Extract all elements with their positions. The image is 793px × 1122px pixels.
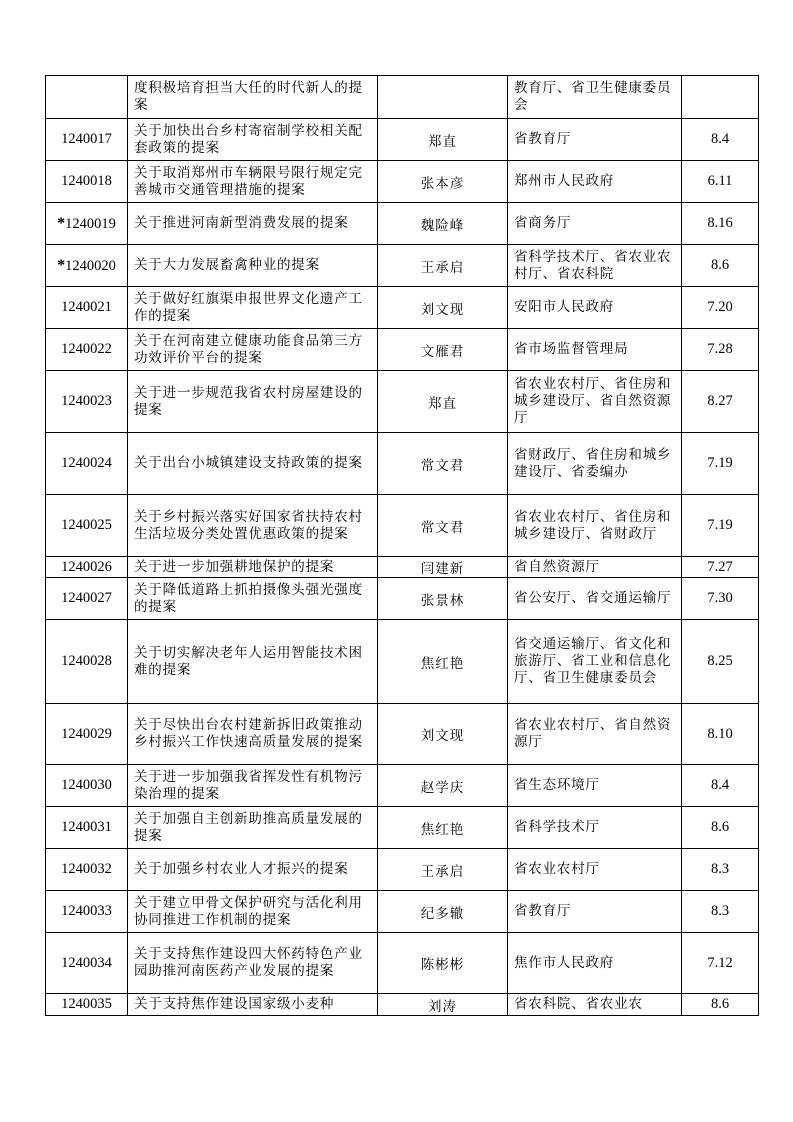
proposal-number-cell: [46, 287, 128, 329]
reply-date: 8.6: [682, 245, 759, 287]
reply-date: 7.30: [682, 578, 759, 620]
proposal-number: 1240025: [61, 517, 112, 533]
table-row: [46, 891, 759, 933]
reply-date: 8.10: [682, 704, 759, 765]
proposal-number: 1240017: [61, 131, 112, 147]
proposal-number-cell: [46, 620, 128, 704]
proposal-title: 关于加强乡村农业人才振兴的提案: [128, 849, 378, 891]
proposal-title: 关于加快出台乡村寄宿制学校相关配套政策的提案: [128, 119, 378, 161]
table-row: [46, 76, 759, 119]
handling-department: 省商务厅: [508, 203, 682, 245]
proposal-number-cell: [46, 76, 128, 119]
proposal-title: 关于大力发展畜禽种业的提案: [128, 245, 378, 287]
handling-department: 省教育厅: [508, 119, 682, 161]
proposal-number: 1240027: [61, 590, 112, 606]
proposal-number-cell: [46, 994, 128, 1016]
proposal-number-cell: [46, 495, 128, 557]
handling-department: 省市场监督管理局: [508, 329, 682, 371]
proposer-name: 魏险峰: [378, 203, 508, 245]
proposal-number: 1240029: [61, 725, 112, 742]
handling-department: 省农业农村厅: [508, 849, 682, 891]
table-row: [46, 495, 759, 557]
proposal-title: 关于进一步加强耕地保护的提案: [128, 557, 378, 578]
reply-date: 8.25: [682, 620, 759, 704]
handling-department: 省公安厅、省交通运输厅: [508, 578, 682, 620]
proposer-name: 郑直: [378, 119, 508, 161]
table-row: [46, 994, 759, 1016]
proposer-name: 刘文现: [378, 287, 508, 329]
proposal-table: [45, 75, 759, 1016]
table-row: [46, 704, 759, 765]
table-row: [46, 807, 759, 849]
proposal-title: 关于支持焦作建设国家级小麦种: [128, 994, 378, 1016]
proposal-number-cell: [46, 245, 128, 287]
proposal-title: 关于在河南建立健康功能食品第三方功效评价平台的提案: [128, 329, 378, 371]
proposal-number-cell: [46, 371, 128, 433]
proposal-number: 1240021: [61, 299, 112, 315]
proposal-number: 1240035: [61, 996, 112, 1012]
table-row: [46, 849, 759, 891]
proposal-number: 1240030: [61, 777, 112, 793]
table-row: [46, 287, 759, 329]
proposal-number: 1240031: [61, 819, 112, 835]
proposal-number-cell: [46, 329, 128, 371]
proposer-name: 王承启: [378, 849, 508, 891]
handling-department: 省农业农村厅、省住房和城乡建设厅、省自然资源厅: [508, 371, 682, 433]
proposal-title: 关于取消郑州市车辆限号限行规定完善城市交通管理措施的提案: [128, 161, 378, 203]
proposal-number-cell: [46, 557, 128, 578]
reply-date: 7.28: [682, 329, 759, 371]
handling-department: 省农业农村厅、省住房和城乡建设厅、省财政厅: [508, 495, 682, 557]
handling-department: 省科学技术厅、省农业农村厅、省农科院: [508, 245, 682, 287]
reply-date: 8.16: [682, 203, 759, 245]
proposal-title: 度积极培育担当大任的时代新人的提案: [128, 76, 378, 119]
reply-date: 7.19: [682, 433, 759, 495]
table-row: [46, 119, 759, 161]
proposal-title: 关于尽快出台农村建新拆旧政策推动乡村振兴工作快速高质量发展的提案: [128, 704, 378, 765]
proposal-number-cell: [46, 119, 128, 161]
proposal-number-cell: [46, 807, 128, 849]
proposal-title: 关于推进河南新型消费发展的提案: [128, 203, 378, 245]
proposal-number-cell: [46, 578, 128, 620]
proposal-number: 1240034: [61, 954, 112, 971]
proposer-name: 文雁君: [378, 329, 508, 371]
proposal-title: 关于做好红旗渠申报世界文化遗产工作的提案: [128, 287, 378, 329]
proposer-name: 纪多辙: [378, 891, 508, 933]
proposer-name: 焦红艳: [378, 620, 508, 704]
proposal-number: 1240032: [61, 861, 112, 877]
handling-department: 省财政厅、省住房和城乡建设厅、省委编办: [508, 433, 682, 495]
proposal-number: 1240020: [65, 257, 116, 274]
table-row: [46, 329, 759, 371]
proposal-number: 1240018: [61, 173, 112, 189]
table-row: [46, 371, 759, 433]
proposal-number: 1240019: [65, 215, 116, 232]
handling-department: 省自然资源厅: [508, 557, 682, 578]
proposal-number-cell: [46, 433, 128, 495]
proposer-name: 郑直: [378, 371, 508, 433]
table-row: [46, 578, 759, 620]
proposal-number-cell: [46, 849, 128, 891]
table-row: [46, 245, 759, 287]
handling-department: 焦作市人民政府: [508, 933, 682, 994]
proposal-title: 关于乡村振兴落实好国家省扶持农村生活垃圾分类处置优惠政策的提案: [128, 495, 378, 557]
proposer-name: [378, 76, 508, 119]
reply-date: 6.11: [682, 161, 759, 203]
table-row: [46, 203, 759, 245]
key-proposal-marker: *: [57, 214, 66, 232]
handling-department: 省农业农村厅、省自然资源厅: [508, 704, 682, 765]
proposal-number-cell: [46, 933, 128, 994]
reply-date: 8.4: [682, 765, 759, 807]
table-row: [46, 161, 759, 203]
proposer-name: 赵学庆: [378, 765, 508, 807]
proposer-name: 陈彬彬: [378, 933, 508, 994]
proposal-title: 关于降低道路上抓拍摄像头强光强度的提案: [128, 578, 378, 620]
proposer-name: 刘文现: [378, 704, 508, 765]
table-row: [46, 765, 759, 807]
proposal-number: 1240028: [61, 653, 112, 669]
handling-department: 教育厅、省卫生健康委员会: [508, 76, 682, 119]
proposer-name: 张景林: [378, 578, 508, 620]
proposer-name: 王承启: [378, 245, 508, 287]
handling-department: 省交通运输厅、省文化和旅游厅、省工业和信息化厅、省卫生健康委员会: [508, 620, 682, 704]
reply-date: 8.6: [682, 807, 759, 849]
proposer-name: 张本彦: [378, 161, 508, 203]
proposal-title: 关于进一步规范我省农村房屋建设的提案: [128, 371, 378, 433]
reply-date: [682, 76, 759, 119]
proposal-number: 1240024: [61, 455, 112, 471]
handling-department: 郑州市人民政府: [508, 161, 682, 203]
proposer-name: 刘涛: [378, 994, 508, 1016]
table-row: [46, 433, 759, 495]
reply-date: 8.3: [682, 849, 759, 891]
proposal-number-cell: [46, 203, 128, 245]
proposer-name: 常文君: [378, 433, 508, 495]
proposer-name: 闫建新: [378, 557, 508, 578]
table-row: [46, 557, 759, 578]
proposal-title: 关于建立甲骨文保护研究与活化利用协同推进工作机制的提案: [128, 891, 378, 933]
key-proposal-marker: *: [57, 256, 66, 274]
handling-department: 省教育厅: [508, 891, 682, 933]
handling-department: 安阳市人民政府: [508, 287, 682, 329]
table-row: [46, 933, 759, 994]
proposer-name: 常文君: [378, 495, 508, 557]
proposal-title: 关于切实解决老年人运用智能技术困难的提案: [128, 620, 378, 704]
reply-date: 8.4: [682, 119, 759, 161]
reply-date: 7.12: [682, 933, 759, 994]
proposal-number-cell: [46, 704, 128, 765]
reply-date: 7.27: [682, 557, 759, 578]
proposal-number-cell: [46, 161, 128, 203]
handling-department: 省生态环境厅: [508, 765, 682, 807]
handling-department: 省农科院、省农业农: [508, 994, 682, 1016]
proposal-number: 1240033: [61, 903, 112, 919]
proposal-title: 关于加强自主创新助推高质量发展的提案: [128, 807, 378, 849]
proposal-number-cell: [46, 765, 128, 807]
proposal-title: 关于进一步加强我省挥发性有机物污染治理的提案: [128, 765, 378, 807]
proposal-title: 关于出台小城镇建设支持政策的提案: [128, 433, 378, 495]
proposal-number: 1240022: [61, 341, 112, 357]
proposal-number: 1240023: [61, 393, 112, 409]
proposer-name: 焦红艳: [378, 807, 508, 849]
proposal-number: 1240026: [61, 558, 112, 575]
proposal-title: 关于支持焦作建设四大怀药特色产业园助推河南医药产业发展的提案: [128, 933, 378, 994]
reply-date: 8.27: [682, 371, 759, 433]
proposal-table-body: [46, 76, 759, 1016]
reply-date: 7.20: [682, 287, 759, 329]
reply-date: 8.6: [682, 994, 759, 1016]
proposal-number-cell: [46, 891, 128, 933]
reply-date: 8.3: [682, 891, 759, 933]
table-row: [46, 620, 759, 704]
reply-date: 7.19: [682, 495, 759, 557]
handling-department: 省科学技术厅: [508, 807, 682, 849]
